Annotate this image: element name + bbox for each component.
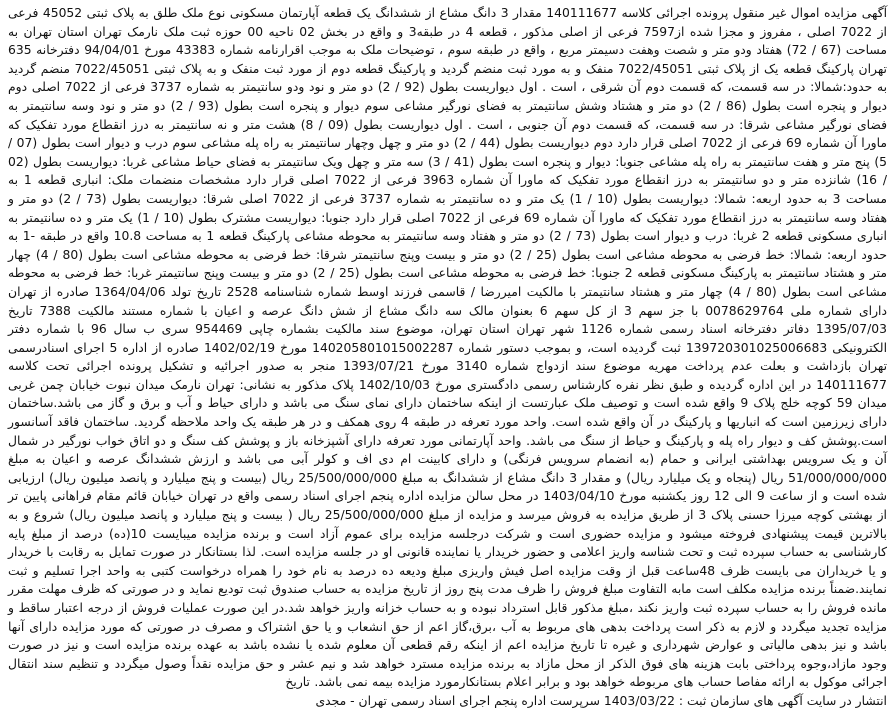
publication-info: انتشار در سایت آگهی های سازمان ثبت : 1403/03/22 سرپرست اداره پنجم اجرای اسناد رسمی تهران - مجدی xyxy=(315,693,887,708)
notice-footer xyxy=(8,692,887,711)
notice-text: آگهی مزایده اموال غیر منقول پرونده اجرائی کلاسه 140111677 مقدار 3 دانگ مشاع از ششدانگ یک قطعه آپارتمان مسکونی نوع ملک طلق به پلاک ثبتی 45052 فرعی از 7022 اصلی ، مفروز و مجزا شده از7597 فرعی از اصلی مذکور ، قطعه 4 در طبقه3 و واقع در بخش 02 ناحیه 00 حوزه ثبت ملک نارمک تهران استان تهران به مساحت (67 / 72) هفتاد ودو متر و شصت وهفت دسیمتر مربع ، واقع در طبقه سوم ، توضیحات ملک به موجب اقرارنامه شماره 43383 مورخ 94/04/01 دفترخانه 635 تهران پارکینگ قطعه یک از پلاک ثبتی 7022/45051 منفک و به مورد ثبت منضم گردید و پارکینگ قطعه دوم از مورد ثبت منفک و به پلاک ثبتی 7022/45051 منضم گردید به حدود:شمالا: در سه قسمت، که قسمت دوم آن شرقی ، است . اول دیواریست بطول (92 / 2) دو متر و نود ودو سانتیمتر به شماره 3737 فرعی از 7022 اصلی دوم دیوار و پنجره است بطول (86 / 2) دو متر و هشتاد وشش سانتیمتر به فضای نورگیر مشاعی سوم دیوار و پنجره است بطول (93 / 2) دو متر و نود وسه سانتیمتر به فضای نورگیر مشاعی شرقا: در سه قسمت، که قسمت دوم آن جنوبی ، است . اول دیواریست بطول (09 / 8) هشت متر و نه سانتیمتر به درز انقطاع مورد تفکیک که ماورا آن شماره 69 فرعی از 7022 اصلی قرار دارد دوم دیواریست بطول (44 / 2) دو متر و چهل وچهار سانتیمتر به راه پله مشاعی سوم درب و دیوار است بطول (07 / 5) پنج متر و هفت سانتیمتر به راه پله مشاعی جنوبا: دیوار و پنجره است بطول (41 / 3) سه متر و چهل ویک سانتیمتر به فضای حیاط مشاعی غربا: دیواریست بطول (02 / 16) شانزده متر و دو سانتیمتر به درز انقطاع مورد تفکیک که ماورا آن شماره 3963 فرعی از 7022 اصلی قرار دارد مشخصات منضمات ملک: انباری قطعه 1 به مساحت 3 به حدود اربعه: شمالا: دیواریست بطول (10 / 1) یک متر و ده سانتیمتر به شماره 3737 فرعی از 7022 اصلی شرقا: دیواریست بطول (73 / 2) دو متر و هفتاد وسه سانتیمتر به درز انقطاع مورد تفکیک که ماورا آن شماره 69 فرعی از 7022 اصلی قرار دارد جنوبا: دیواریست مشترک بطول (10 / 1) یک متر و ده سانتیمتر به انباری مسکونی قطعه 2 غربا: درب و دیوار است بطول (73 / 2) دو متر و هفتاد وسه سانتیمتر به محوطه مشاعی پارکینگ قطعه 1 به مساحت 10.8 واقع در طبقه -1 به حدود اربعه: شمالا: خط فرضی به محوطه مشاعی است بطول (25 / 2) دو متر و بیست وپنج سانتیمتر شرقا: خط فرضی به محوطه مشاعی است بطول (80 / 4) چهار متر و هشتاد سانتیمتر به پارکینگ مسکونی قطعه 2 جنوبا: خط فرضی به محوطه مشاعی است بطول (25 / 2) دو متر و بیست وپنج سانتیمتر غربا: خط فرضی به محوطه مشاعی است بطول (80 / 4) چهار متر و هشتاد سانتیمتر با مالکیت امیررضا / قاسمی فرزند اوسط شماره شناسنامه 2528 تاریخ تولد 1364/04/06 صادره از تهران دارای شماره ملی 0078629764 با جز سهم 3 از کل سهم 6 بعنوان مالک سه دانگ مشاع از شش دانگ عرصه و اعیان با شماره مستند مالکیت 7388 تاریخ 1395/07/03 دفاتر دفترخانه اسناد رسمی شماره 1126 شهر تهران استان تهران، موضوع سند مالکیت بشماره چاپی 954469 سری ب سال 96 با شماره دفتر الکترونیکی 139720301025006683 ثبت گردیده است، و بموجب دستور شماره 140205801015002287 مورخ 1402/02/19 صادره از اداره 5 اجرای اسنادرسمی تهران بازداشت و بعلت عدم پرداخت مهریه موضوع سند ازدواج شماره 3140 مورخ 1393/07/21 منجر به صدور اجرائیه و تشکیل پرونده اجرائی تحت کلاسه 140111677 در این اداره گردیده و طبق نظر نفره کارشناس رسمی دادگستری مورخ 1402/10/03 پلاک مذکور به نشانی: تهران نارمک میدان نبوت خیابان چمن غربی میدان 59 کوچه خلج پلاک 9 واقع شده است و توصیف ملک عبارتست از اینکه ساختمان دارای نمای سنگ می باشد و دارای حیاط و آب و برق و گاز می باشد.ساختمان دارای زیرزمین است که انباریها و پارکینگ در آن واقع شده است. واحد مورد تعرفه در طبقه 4 روی همکف و در هر طبقه یک واحد ملاحظه گردید. ساختمان فاقد آسانسور است.پوشش کف و دیوار راه پله و پارکینگ و حیاط از سنگ می باشد. واحد آپارتمانی مورد تعرفه دارای آشپزخانه باز و پوشش کف سنگ و دو اتاق خواب نورگیر در شمال آن و یک سرویس بهداشتی ایرانی و حمام (به انضمام سرویس فرنگی) و دارای کابینت ام دی اف و کولر آبی می باشد و ارزش ششدانگ عرصه و اعیان به مبلغ 51/000/000/000 ریال (پنجاه و یک میلیارد ریال) و مقدار 3 دانگ مشاع از ششدانگ به مبلغ 25/500/000/000 ریال (بیست و پنج میلیارد و پانصد میلیون ریال) ارزیابی شده است و از ساعت 9 الی 12 روز یکشنبه مورخ 1403/04/10 در محل سالن مزایده اداره پنجم اجرای اسناد رسمی واقع در تهران خیابان قائم مقام فراهانی پایین تر از بهشتی کوچه میرزا حسنی پلاک 3 از طریق مزایده به فروش میرسد و مزایده از مبلغ 25/500/000/000 ریال ( بیست و پنج میلیارد و پانصد میلیون ریال) شروع و به بالاترین قیمت پیشنهادی فروخته میشود و مزایده حضوری است و شرکت درجلسه مزایده برای عموم آزاد است و برنده مزایده میبایست 10(ده) درصد از مبلغ پایه کارشناسی به حساب سپرده ثبت و تحت شناسه واریز اعلامی و حضور خریدار یا نماینده قانونی او در جلسه مزایده است. لذا بستانکار در صورت تمایل به رقابت با خریدار و یا خریداران می بایست ظرف 48ساعت قبل از وقت مزایده اصل فیش واریزی مبلغ ودیعه ده درصد به نام خود را همراه درخواست کتبی به واحد اجرا تسلیم و ثبت نمایند.ضمناً برنده مزایده مکلف است مابه التفاوت مبلغ فروش را ظرف مدت پنج روز از تاریخ مزایده به حساب صندوق ثبت تودیع نماید و در صورتی که ظرف مهلت مقرر مانده فروش را به حساب سپرده ثبت واریز نکند ،مبلغ مذکور قابل استرداد نبوده و به حساب خزانه واریز خواهد شد.در این صورت عملیات فروش از درجه اعتبار ساقط و مزایده تجدید میگردد و لازم به ذکر است پرداخت بدهی های مربوط به آب ،برق،گاز اعم از حق انشعاب و یا حق اشتراک و مصرف در صورتی که مورد مزایده دارای آنها باشد و نیز بدهی مالیاتی و عوارض شهرداری و غیره تا تاریخ مزایده اعم از اینکه رقم قطعی آن معلوم شده یا نشده باشد به عهده برنده مزایده است و نیز در صورت وجود مازاد،وجوه پرداختی بابت هزینه های فوق الذکر از محل مازاد به برنده مزایده مسترد خواهد شد و نیم عشر و حق مزایده نقداً وصول میگردد و تنظیم سند انتقال اجرائی موکول به ارائه مفاصا حساب های مربوطه خواهد بود و برابر اعلام بستانکارمورد مزایده بیمه نمی باشد. تاریخ xyxy=(8,6,888,690)
auction-notice-body xyxy=(8,4,887,692)
